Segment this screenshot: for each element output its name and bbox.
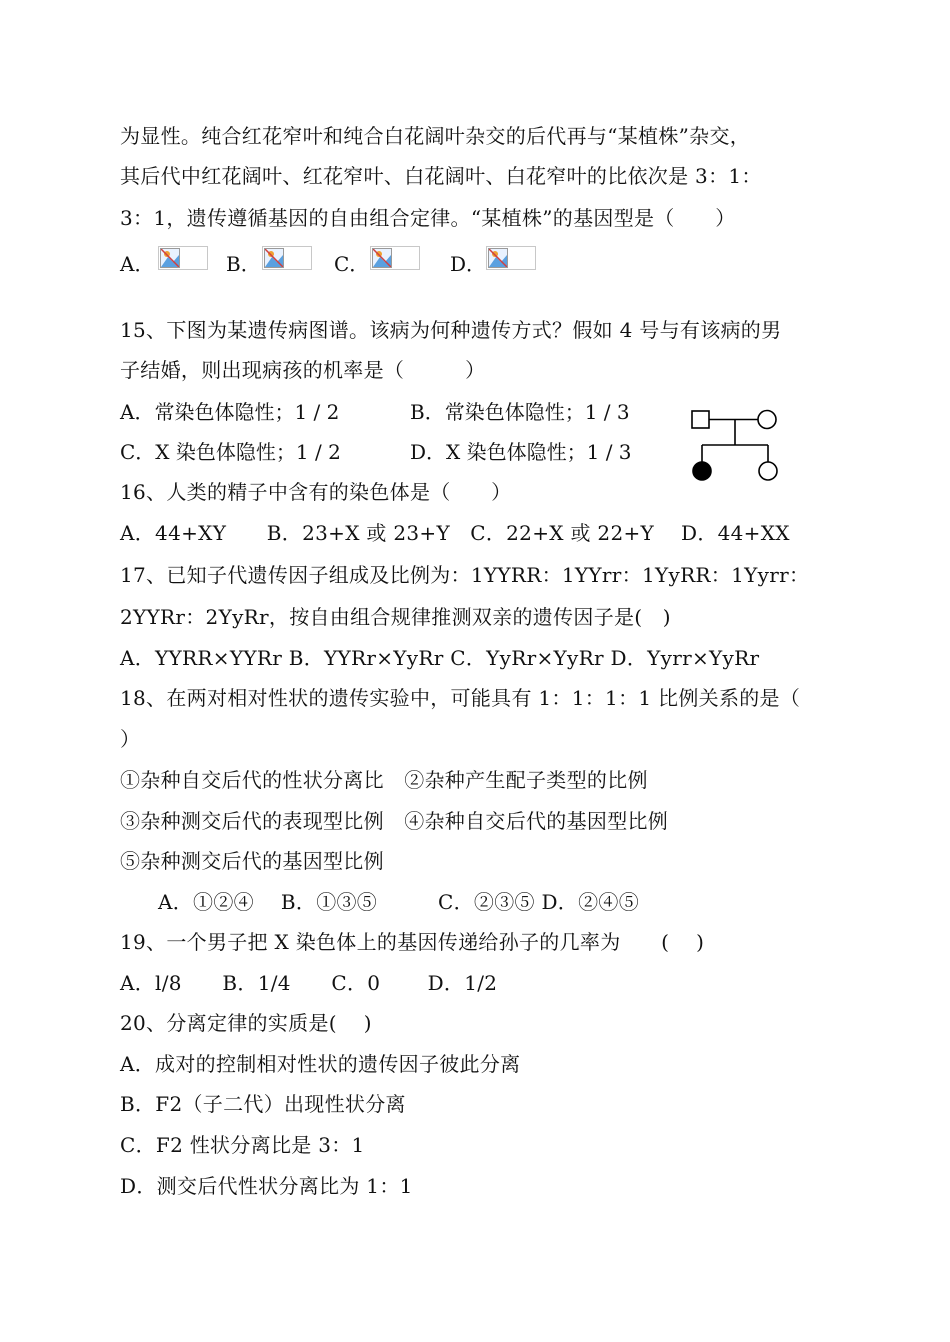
broken-image-icon [160, 248, 180, 268]
q17-line-1: 17、已知子代遗传因子组成及比例为：1YYRR：1YYrr：1YyRR：1Yyrr： [120, 563, 810, 587]
q18-options: A．①②④ B．①③⑤ C．②③⑤ D．②④⑤ [158, 890, 639, 914]
q14-option-a: A． [120, 252, 155, 276]
q14-option-c: C． [334, 252, 370, 276]
q15-option-b: B．常染色体隐性；1 / 3 [410, 400, 630, 424]
q14-option-a-image [158, 246, 208, 270]
q15-line-2: 子结婚，则出现病孩的机率是（ ） [120, 358, 486, 382]
pedigree-daughter-affected [693, 462, 711, 480]
q14-line-3: 3：1，遗传遵循基因的自由组合定律。“某植株”的基因型是（ ） [120, 206, 736, 230]
q14-line-1: 为显性。纯合红花窄叶和纯合白花阔叶杂交的后代再与“某植株”杂交， [120, 124, 751, 148]
q18-line-2: ） [120, 727, 141, 751]
q20-stem: 20、分离定律的实质是( ) [120, 1011, 372, 1035]
pedigree-father-male-unaffected [692, 411, 709, 428]
q15-line-1: 15、下图为某遗传病图谱。该病为何种遗传方式？假如 4 号与有该病的男 [120, 318, 782, 342]
q14-option-b-image [262, 246, 312, 270]
broken-image-icon [264, 248, 284, 268]
q15-option-c: C．X 染色体隐性；1 / 2 [120, 440, 341, 464]
q20-option-d: D．测交后代性状分离比为 1：1 [120, 1174, 413, 1198]
q18-item-2: ③杂种测交后代的表现型比例 ④杂种自交后代的基因型比例 [120, 809, 669, 833]
q20-option-a: A．成对的控制相对性状的遗传因子彼此分离 [120, 1052, 521, 1076]
q14-line-2: 其后代中红花阔叶、红花窄叶、白花阔叶、白花窄叶的比依次是 3：1： [120, 164, 762, 188]
q19-options: A．l/8 B．1/4 C．0 D．1/2 [120, 971, 498, 995]
q17-line-2: 2YYRr：2YyRr，按自由组合规律推测双亲的遗传因子是( ) [120, 605, 671, 629]
q20-option-b: B．F2（子二代）出现性状分离 [120, 1092, 406, 1116]
q18-item-3: ⑤杂种测交后代的基因型比例 [120, 849, 384, 873]
q14-option-b: B． [226, 252, 261, 276]
q20-option-c: C．F2 性状分离比是 3：1 [120, 1133, 365, 1157]
pedigree-daughter-unaffected [759, 462, 777, 480]
q19-stem: 19、一个男子把 X 染色体上的基因传递给孙子的几率为 ( ) [120, 930, 705, 954]
broken-image-icon [372, 248, 392, 268]
pedigree-mother-female-unaffected [758, 411, 776, 429]
q18-item-1: ①杂种自交后代的性状分离比 ②杂种产生配子类型的比例 [120, 768, 648, 792]
q16-stem: 16、人类的精子中含有的染色体是（ ） [120, 480, 512, 504]
pedigree-diagram [690, 405, 786, 487]
q18-line-1: 18、在两对相对性状的遗传实验中，可能具有 1：1：1：1 比例关系的是（ [120, 686, 801, 710]
q15-option-a: A．常染色体隐性；1 / 2 [120, 400, 340, 424]
q14-option-d: D． [450, 252, 487, 276]
q15-option-d: D．X 染色体隐性；1 / 3 [410, 440, 632, 464]
q17-options: A．YYRR×YYRr B．YYRr×YyRr C．YyRr×YyRr D．Yyrr×YyRr [120, 646, 760, 670]
q14-option-c-image [370, 246, 420, 270]
q14-option-d-image [486, 246, 536, 270]
broken-image-icon [488, 248, 508, 268]
q16-options: A．44+XY B．23+X 或 23+Y C．22+X 或 22+Y D．44+XX [120, 521, 790, 545]
